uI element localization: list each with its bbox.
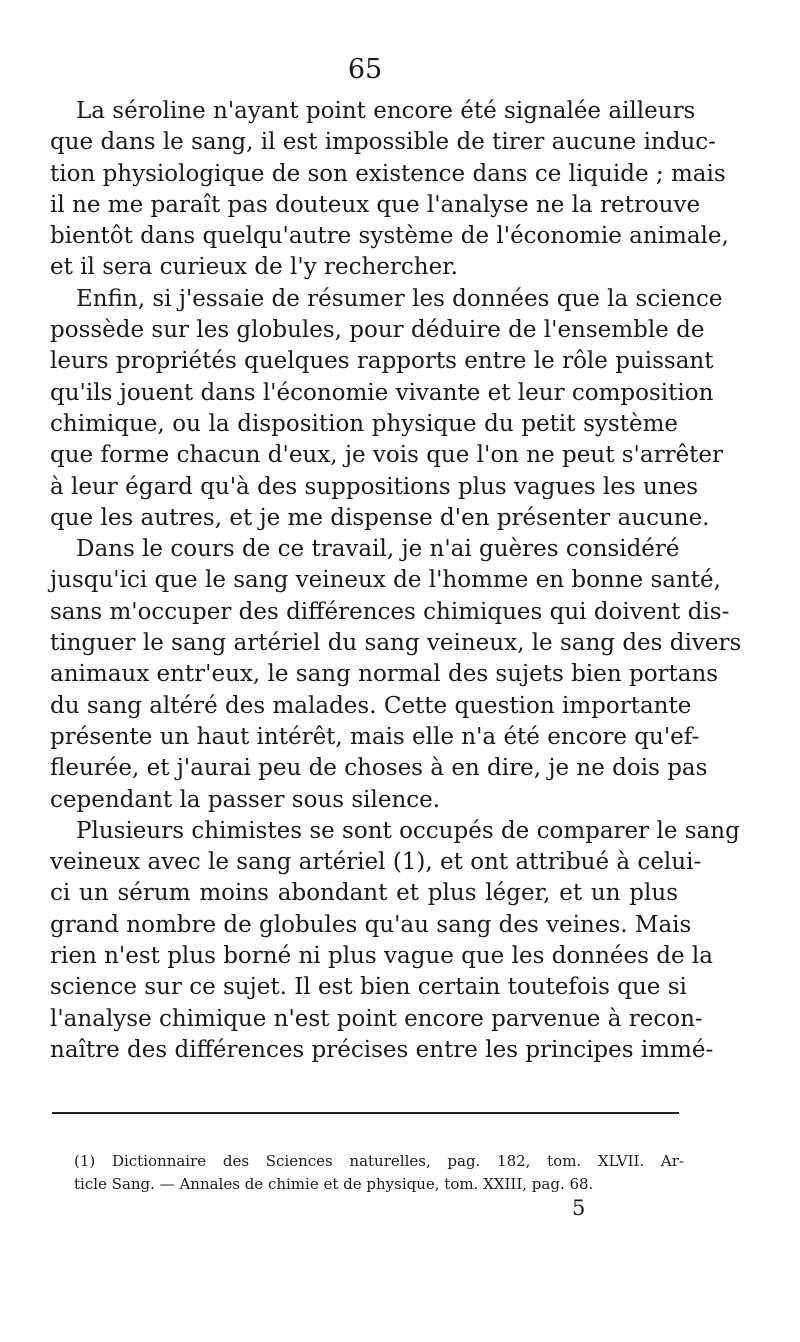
text-line: science sur ce sujet. Il est bien certain toutefois que si: [50, 974, 687, 1001]
footnote-divider: [52, 1112, 679, 1114]
text-line: que forme chacun d'eux, je vois que l'on ne peut s'arrêter: [50, 442, 724, 469]
text-line: du sang altéré des malades. Cette question importante: [50, 692, 692, 719]
text-line: tion physiologique de son existence dans ce liquide ; mais: [50, 160, 726, 187]
text-line: que les autres, et je me dispense d'en présenter aucune.: [50, 504, 710, 531]
footnote-line: (1) Dictionnaire des Sciences naturelles, pag. 182, tom. XLVII. Ar-: [74, 1152, 684, 1170]
text-line: Enfin, si j'essaie de résumer les données que la science: [76, 285, 723, 312]
text-line: Plusieurs chimistes se sont occupés de comparer le sang: [76, 817, 740, 844]
footnote-line: ticle Sang. — Annales de chimie et de physique, tom. XXIII, pag. 68.: [74, 1175, 594, 1193]
text-line: l'analyse chimique n'est point encore parvenue à recon-: [50, 1005, 703, 1032]
text-line: tinguer le sang artériel du sang veineux, le sang des divers: [50, 630, 742, 657]
text-line: chimique, ou la disposition physique du petit système: [50, 410, 678, 437]
paragraph: [50, 534, 742, 816]
text-line: sans m'occuper des différences chimiques qui doivent dis-: [50, 598, 730, 625]
text-line: cependant la passer sous silence.: [50, 786, 441, 813]
body-text: [50, 96, 742, 1066]
paragraph: [50, 96, 729, 284]
text-line: qu'ils jouent dans l'économie vivante et leur composition: [50, 379, 714, 406]
signature-mark: 5: [572, 1196, 586, 1220]
text-line: grand nombre de globules qu'au sang des veines. Mais: [50, 911, 692, 938]
text-line: à leur égard qu'à des suppositions plus vagues les unes: [50, 473, 699, 500]
text-line: La séroline n'ayant point encore été signalée ailleurs: [76, 98, 696, 124]
text-line: veineux avec le sang artériel (1), et ont attribué à celui-: [50, 849, 702, 876]
text-line: ci un sérum moins abondant et plus léger, et un plus: [50, 880, 678, 907]
text-line: jusqu'ici que le sang veineux de l'homme en bonne santé,: [50, 567, 721, 594]
paragraph: [50, 816, 740, 1066]
page-number: 65: [347, 54, 383, 85]
text-line: rien n'est plus borné ni plus vague que les données de la: [50, 943, 713, 970]
text-line: que dans le sang, il est impossible de tirer aucune induc-: [50, 129, 716, 156]
text-line: leurs propriétés quelques rapports entre le rôle puissant: [50, 348, 714, 375]
text-line: et il sera curieux de l'y rechercher.: [50, 254, 458, 281]
text-line: naître des différences précises entre les principes immé-: [50, 1036, 714, 1063]
footnote: [74, 1150, 684, 1196]
text-line: il ne me paraît pas douteux que l'analyse ne la retrouve: [50, 191, 701, 218]
text-line: possède sur les globules, pour déduire de l'ensemble de: [50, 317, 705, 344]
text-line: présente un haut intérêt, mais elle n'a été encore qu'ef-: [50, 723, 700, 750]
text-line: bientôt dans quelqu'autre système de l'économie animale,: [50, 223, 729, 250]
text-line: Dans le cours de ce travail, je n'ai guères considéré: [76, 536, 680, 563]
text-line: animaux entr'eux, le sang normal des sujets bien portans: [50, 661, 719, 688]
text-line: fleurée, et j'aurai peu de choses à en dire, je ne dois pas: [50, 755, 708, 782]
paragraph: [50, 284, 724, 534]
